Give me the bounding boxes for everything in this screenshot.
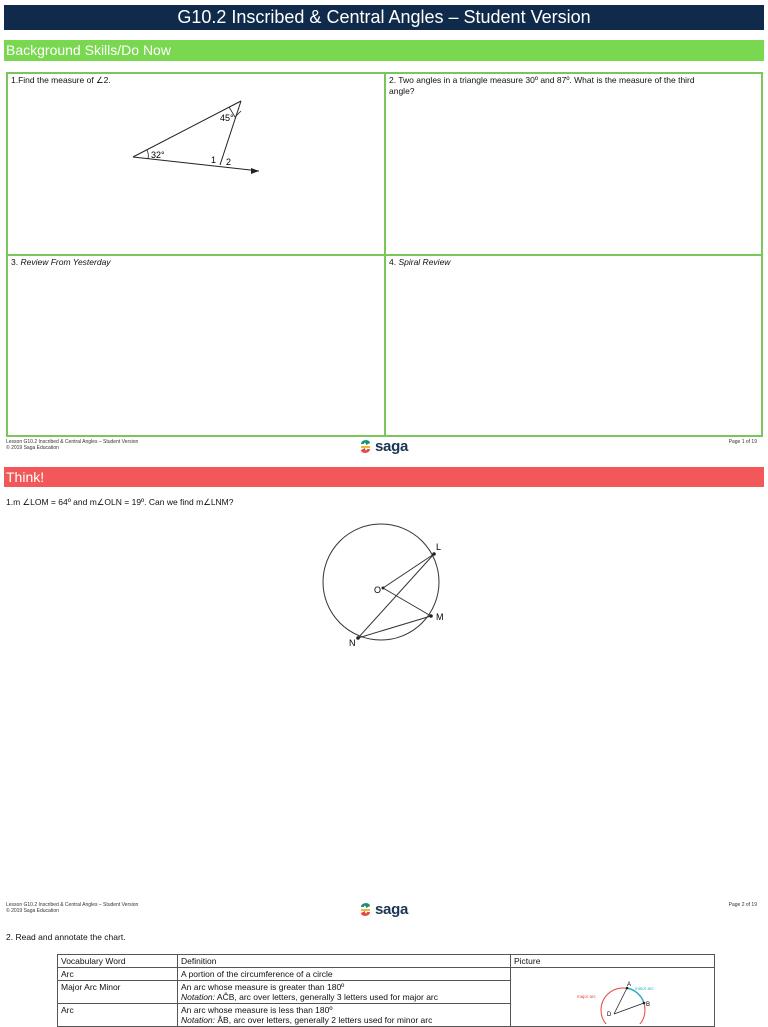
row-2-notation-label: Notation: [181, 992, 216, 1002]
triangle-side-top [133, 101, 241, 157]
major-arc-label: major arc [577, 994, 596, 999]
think-question: 1.m ∠LOM = 64º and m∠OLN = 19º. Can we find m∠LNM? [6, 497, 234, 507]
question-4-label: Spiral Review [398, 257, 451, 267]
header-vocabulary-word: Vocabulary Word [58, 955, 178, 968]
question-2-line-1: 2. Two angles in a triangle measure 30º and 87º. What is the measure of the third [389, 75, 695, 85]
point-L [432, 552, 436, 556]
header-definition: Definition [178, 955, 511, 968]
row-3-definition-main: An arc whose measure is less than 180º [181, 1005, 333, 1015]
row-2-notation: AĈB, arc over letters, generally 3 letters used for major arc [215, 992, 439, 1002]
angle-label-45: 45° [220, 113, 234, 123]
row-2-definition-main: An arc whose measure is greater than 180º [181, 982, 345, 992]
saga-logo-icon [359, 438, 372, 455]
arc-picture [511, 968, 715, 1024]
triangle-figure [125, 95, 265, 177]
label-L: L [436, 542, 442, 552]
footer-2-left [6, 902, 138, 914]
angle-label-2: 2 [226, 157, 232, 167]
page-title: G10.2 Inscribed & Central Angles – Student Version [4, 5, 764, 30]
label-M: M [436, 612, 444, 622]
footer-1-page: Page 1 of 19 [728, 439, 757, 445]
point-O [382, 587, 385, 590]
chart-instruction: 2. Read and annotate the chart. [6, 932, 126, 942]
row-1-word: Arc [58, 968, 178, 981]
ray-arrowhead [251, 168, 259, 174]
segment-NM [358, 616, 431, 638]
footer-2-lesson: Lesson G10.2 Inscribed & Central Angles – Student Version [6, 902, 139, 908]
footer-1-left [6, 439, 138, 451]
point-M [429, 614, 433, 618]
footer-1-copyright: © 2019 Saga Education [6, 445, 59, 451]
label-D: D [607, 1012, 612, 1018]
think-banner: Think! [4, 467, 764, 487]
question-4-number: 4. [389, 257, 397, 267]
grid-divider-horizontal [6, 254, 763, 256]
question-2-line-2: angle? [389, 86, 415, 96]
angle-label-32: 32° [151, 150, 165, 160]
footer-2-page: Page 2 of 19 [728, 902, 757, 908]
vocabulary-table [57, 954, 715, 1027]
row-3-notation: ÂB, arc over letters, generally 2 letters used for minor arc [215, 1015, 433, 1025]
footer-1-lesson: Lesson G10.2 Inscribed & Central Angles – Student Version [6, 439, 139, 445]
footer-2-copyright: © 2019 Saga Education [6, 908, 59, 914]
label-B: B [646, 1002, 651, 1008]
saga-logo-text: saga [375, 438, 408, 455]
saga-logo-2 [359, 901, 408, 918]
label-O: O [374, 585, 382, 595]
saga-logo-icon-2 [359, 901, 372, 918]
row-3-word: Arc [58, 1004, 178, 1027]
question-4 [389, 257, 450, 268]
saga-logo-text-2: saga [375, 901, 408, 918]
question-3 [11, 257, 111, 268]
table-header-row [58, 955, 715, 968]
row-3-definition [178, 1004, 511, 1027]
circle-diagram [318, 520, 448, 650]
angle-label-1: 1 [211, 155, 217, 165]
question-3-label: Review From Yesterday [20, 257, 111, 267]
label-N: N [349, 638, 356, 648]
question-2 [389, 75, 759, 97]
minor-arc-label: minor arc [635, 986, 654, 991]
row-3-notation-label: Notation: [181, 1015, 216, 1025]
background-skills-banner: Background Skills/Do Now [4, 40, 764, 61]
table-row [58, 968, 715, 981]
header-picture: Picture [511, 955, 715, 968]
label-A: A [627, 982, 632, 988]
picture-cell [511, 968, 715, 1027]
question-3-number: 3. [11, 257, 19, 267]
point-N [356, 636, 360, 640]
segment-NL [358, 554, 434, 638]
row-2-definition [178, 981, 511, 1004]
question-1-prompt: 1.Find the measure of ∠2. [11, 75, 111, 85]
circle-outline [323, 524, 442, 640]
saga-logo [359, 438, 408, 455]
row-2-word: Major Arc Minor [58, 981, 178, 1004]
angle-arc-32 [147, 150, 148, 159]
row-1-definition: A portion of the circumference of a circle [178, 968, 511, 981]
